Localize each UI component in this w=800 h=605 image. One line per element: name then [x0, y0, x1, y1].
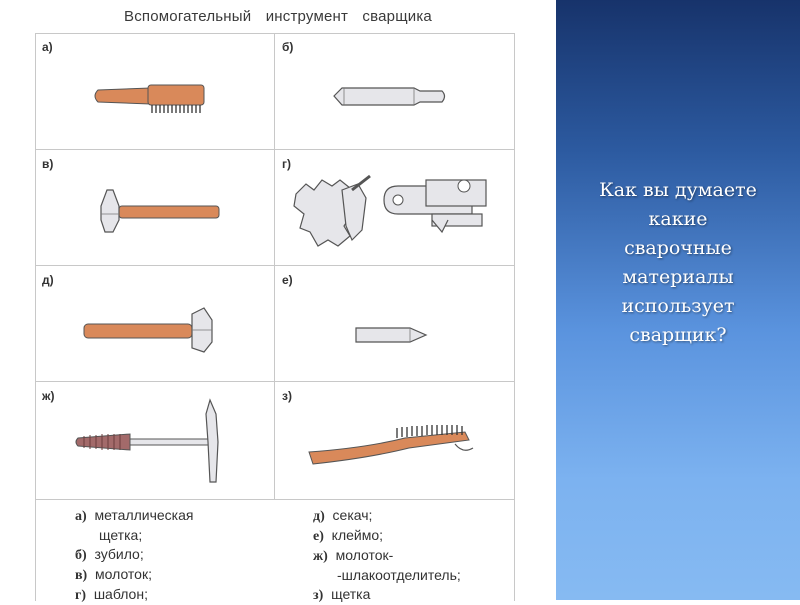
question-line-1: Как вы думаете	[599, 179, 757, 201]
hammer-icon	[95, 186, 225, 238]
question-text	[556, 176, 800, 350]
question-line-6: сварщик?	[629, 324, 727, 346]
legend-item-a: а) металлическая	[75, 507, 194, 524]
metal-brush-icon	[90, 78, 215, 118]
legend-item-v: в) молоток;	[75, 566, 152, 583]
legend-item-zh: ж) молоток-	[313, 547, 394, 564]
chisel-icon	[330, 82, 450, 112]
grid-divider-row-2	[35, 265, 514, 266]
cell-label-e: е)	[282, 273, 293, 287]
cutter-icon	[80, 304, 220, 356]
wire-brush-icon	[305, 424, 480, 474]
legend-item-d: д) секач;	[313, 507, 373, 524]
legend	[35, 500, 513, 603]
figure-title: Вспомогательный инструмент сварщика	[124, 8, 432, 25]
legend-item-b: б) зубило;	[75, 546, 144, 563]
cell-label-b: б)	[282, 40, 294, 54]
grid-divider-vertical	[274, 33, 275, 499]
template-icon	[292, 170, 492, 252]
question-line-2: какие	[648, 208, 708, 230]
grid-divider-row-3	[35, 381, 514, 382]
question-line-3: сварочные	[624, 237, 732, 259]
legend-item-e: е) клеймо;	[313, 527, 384, 544]
cell-label-d: д)	[42, 273, 54, 287]
question-line-5: использует	[621, 295, 735, 317]
slag-hammer-icon	[70, 394, 230, 486]
legend-item-z: з) щетка	[313, 586, 371, 603]
stamp-icon	[354, 324, 434, 346]
grid-divider-row-1	[35, 149, 514, 150]
cell-label-zh: ж)	[42, 389, 55, 403]
legend-item-g: г) шаблон;	[75, 586, 148, 603]
cell-label-v: в)	[42, 157, 54, 171]
legend-column-left	[75, 506, 193, 605]
cell-label-a: а)	[42, 40, 53, 54]
legend-item-zh-cont: -шлакоотделитель;	[337, 567, 461, 583]
cell-label-g: г)	[282, 157, 291, 171]
legend-column-right	[313, 506, 461, 605]
legend-item-a-cont: щетка;	[99, 527, 143, 543]
cell-label-z: з)	[282, 389, 292, 403]
question-line-4: материалы	[622, 266, 734, 288]
